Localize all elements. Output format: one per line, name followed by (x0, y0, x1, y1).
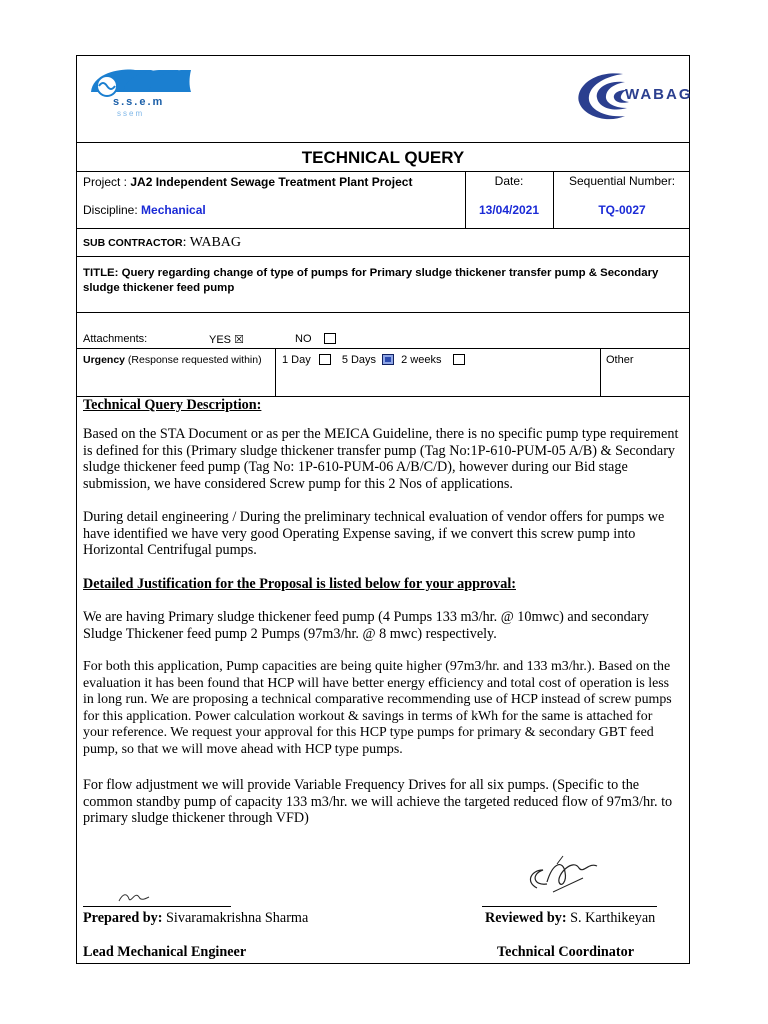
query-title (83, 266, 658, 296)
description-paragraph-4 (83, 659, 683, 759)
sub-contractor-label: SUB CONTRACTOR (83, 237, 183, 249)
prepared-by-name: Sivaramakrishna Sharma (162, 910, 309, 926)
query-title-line-1: TITLE: Query regarding change of type of pumps for Primary sludge thickener transfer pump & Secondary (83, 267, 659, 279)
date-value: 13/04/2021 (478, 203, 540, 217)
reviewed-by-line (485, 910, 655, 927)
urgency-options (282, 354, 465, 366)
project-label: Project : (83, 175, 131, 189)
paragraph-4-line: your reference. We request your approval for this HCP type pumps for primary & secondary GBT feed (83, 725, 654, 741)
urgency-option-2-weeks: 2 weeks (401, 354, 442, 366)
prepared-signature-line (83, 906, 231, 907)
urgency-2-weeks-checkbox[interactable] (453, 354, 465, 365)
paragraph-4-line: For both this application, Pump capacities are being quite higher (97m3/hr. and 133 m3/hr.). Based on the (83, 659, 671, 674)
reviewed-by-label: Reviewed by: (485, 910, 567, 926)
prepared-by-label: Prepared by: (83, 910, 163, 926)
paragraph-1-line: is defined for this (Primary sludge thickener transfer pump (Tag No:1P-610-PUM-05 A/B) & Secondary (83, 442, 676, 459)
urgency-5-days-checkbox[interactable] (382, 354, 394, 365)
ssem-logo-text: s.s.e.m (113, 96, 165, 108)
description-paragraph-2 (83, 509, 683, 559)
attachments-no-label: NO (295, 333, 312, 345)
paragraph-1-line: submission, we have considered Screw pump for this 2 Nos of applications. (83, 475, 513, 492)
discipline-value: Mechanical (141, 203, 206, 217)
paragraph-2-line: Horizontal Centrifugal pumps. (83, 542, 257, 559)
paragraph-4-line: pump, so that we will move ahead with HCP type pumps. (83, 741, 403, 757)
paragraph-4-line: in long run. We are proposing a technical comparative recommending use of HCP instead of screw pumps (83, 692, 672, 708)
paragraph-4-line: evaluation it has been found that HCP will have better energy efficiency and total cost of operation is less (83, 675, 670, 691)
reviewed-signature-line (482, 906, 657, 907)
discipline-line (83, 203, 206, 217)
justification-heading: Detailed Justification for the Proposal is listed below for your approval: (83, 576, 516, 592)
paragraph-2-line: During detail engineering / During the preliminary technical evaluation of vendor offers for pumps we (83, 509, 665, 525)
reviewed-signature (523, 852, 613, 898)
ssem-logo-subtext: ssem (117, 109, 145, 118)
reviewed-by-role: Technical Coordinator (497, 944, 635, 960)
discipline-label: Discipline: (83, 203, 142, 217)
wabag-logo-text: WABAG (625, 86, 693, 103)
sub-contractor-line (83, 233, 241, 251)
paragraph-1-line: Based on the STA Document or as per the MEICA Guideline, there is no specific pump type requirement (83, 426, 679, 442)
sequence-value: TQ-0027 (598, 203, 646, 217)
wabag-logo (573, 68, 693, 124)
paragraph-4-line: for this application. Power calculation workout & savings in terms of kWh for the same is attached for (83, 708, 653, 724)
urgency-label (83, 354, 262, 366)
ssem-logo (83, 62, 195, 122)
urgency-other: Other (606, 354, 634, 366)
urgency-option-5-days: 5 Days (341, 354, 377, 366)
sequence-label: Sequential Number: (568, 174, 676, 188)
description-paragraph-5 (83, 777, 683, 827)
page-title: TECHNICAL QUERY (301, 148, 465, 167)
paragraph-1-line: sludge thickener feed pump (Tag No: 1P-610-PUM-06 A/B/C/D), however during our Bid stage (83, 459, 628, 476)
paragraph-5-line: common standby pump of capacity 133 m3/hr. we will achieve the targeted reduced flow of 97m3/hr. to (83, 793, 673, 810)
prepared-signature (115, 887, 155, 907)
urgency-label-rest: (Response requested within) (125, 354, 262, 366)
technical-query-form (76, 55, 693, 964)
reviewed-by-name: S. Karthikeyan (566, 910, 656, 926)
paragraph-2-line: have identified we have very good Operating Expense saving, if we convert this screw pump into (83, 525, 636, 542)
attachments-yes[interactable]: YES ☒ (209, 334, 244, 346)
description-paragraph-3 (83, 609, 683, 642)
urgency-label-bold: Urgency (83, 354, 126, 366)
sub-contractor-value: : WABAG (182, 235, 242, 250)
description-heading: Technical Query Description: (83, 397, 262, 413)
urgency-1-day-checkbox[interactable] (319, 354, 331, 365)
prepared-by-role: Lead Mechanical Engineer (83, 944, 247, 960)
paragraph-5-line: primary sludge thickener through VFD) (83, 810, 309, 827)
paragraph-3-line: We are having Primary sludge thickener feed pump (4 Pumps 133 m3/hr. @ 10mwc) and secondary (83, 609, 649, 625)
query-title-line-2: sludge thickener feed pump (83, 282, 235, 294)
project-line (83, 175, 412, 189)
paragraph-3-line: Sludge Thickener feed pump 2 Pumps (97m3/hr. @ 8 mwc) respectively. (83, 625, 497, 642)
attachments-no (295, 333, 336, 345)
date-label: Date: (494, 174, 524, 188)
wabag-swoosh-graphic (573, 68, 633, 124)
urgency-option-1-day: 1 Day (282, 354, 311, 366)
project-value: JA2 Independent Sewage Treatment Plant Project (130, 175, 413, 189)
attachments-no-checkbox[interactable] (324, 333, 336, 344)
prepared-by-line (83, 910, 308, 927)
attachments-label: Attachments: (83, 333, 148, 345)
description-paragraph-1 (83, 426, 683, 492)
paragraph-5-line: For flow adjustment we will provide Variable Frequency Drives for all six pumps. (Specific to the (83, 777, 640, 793)
